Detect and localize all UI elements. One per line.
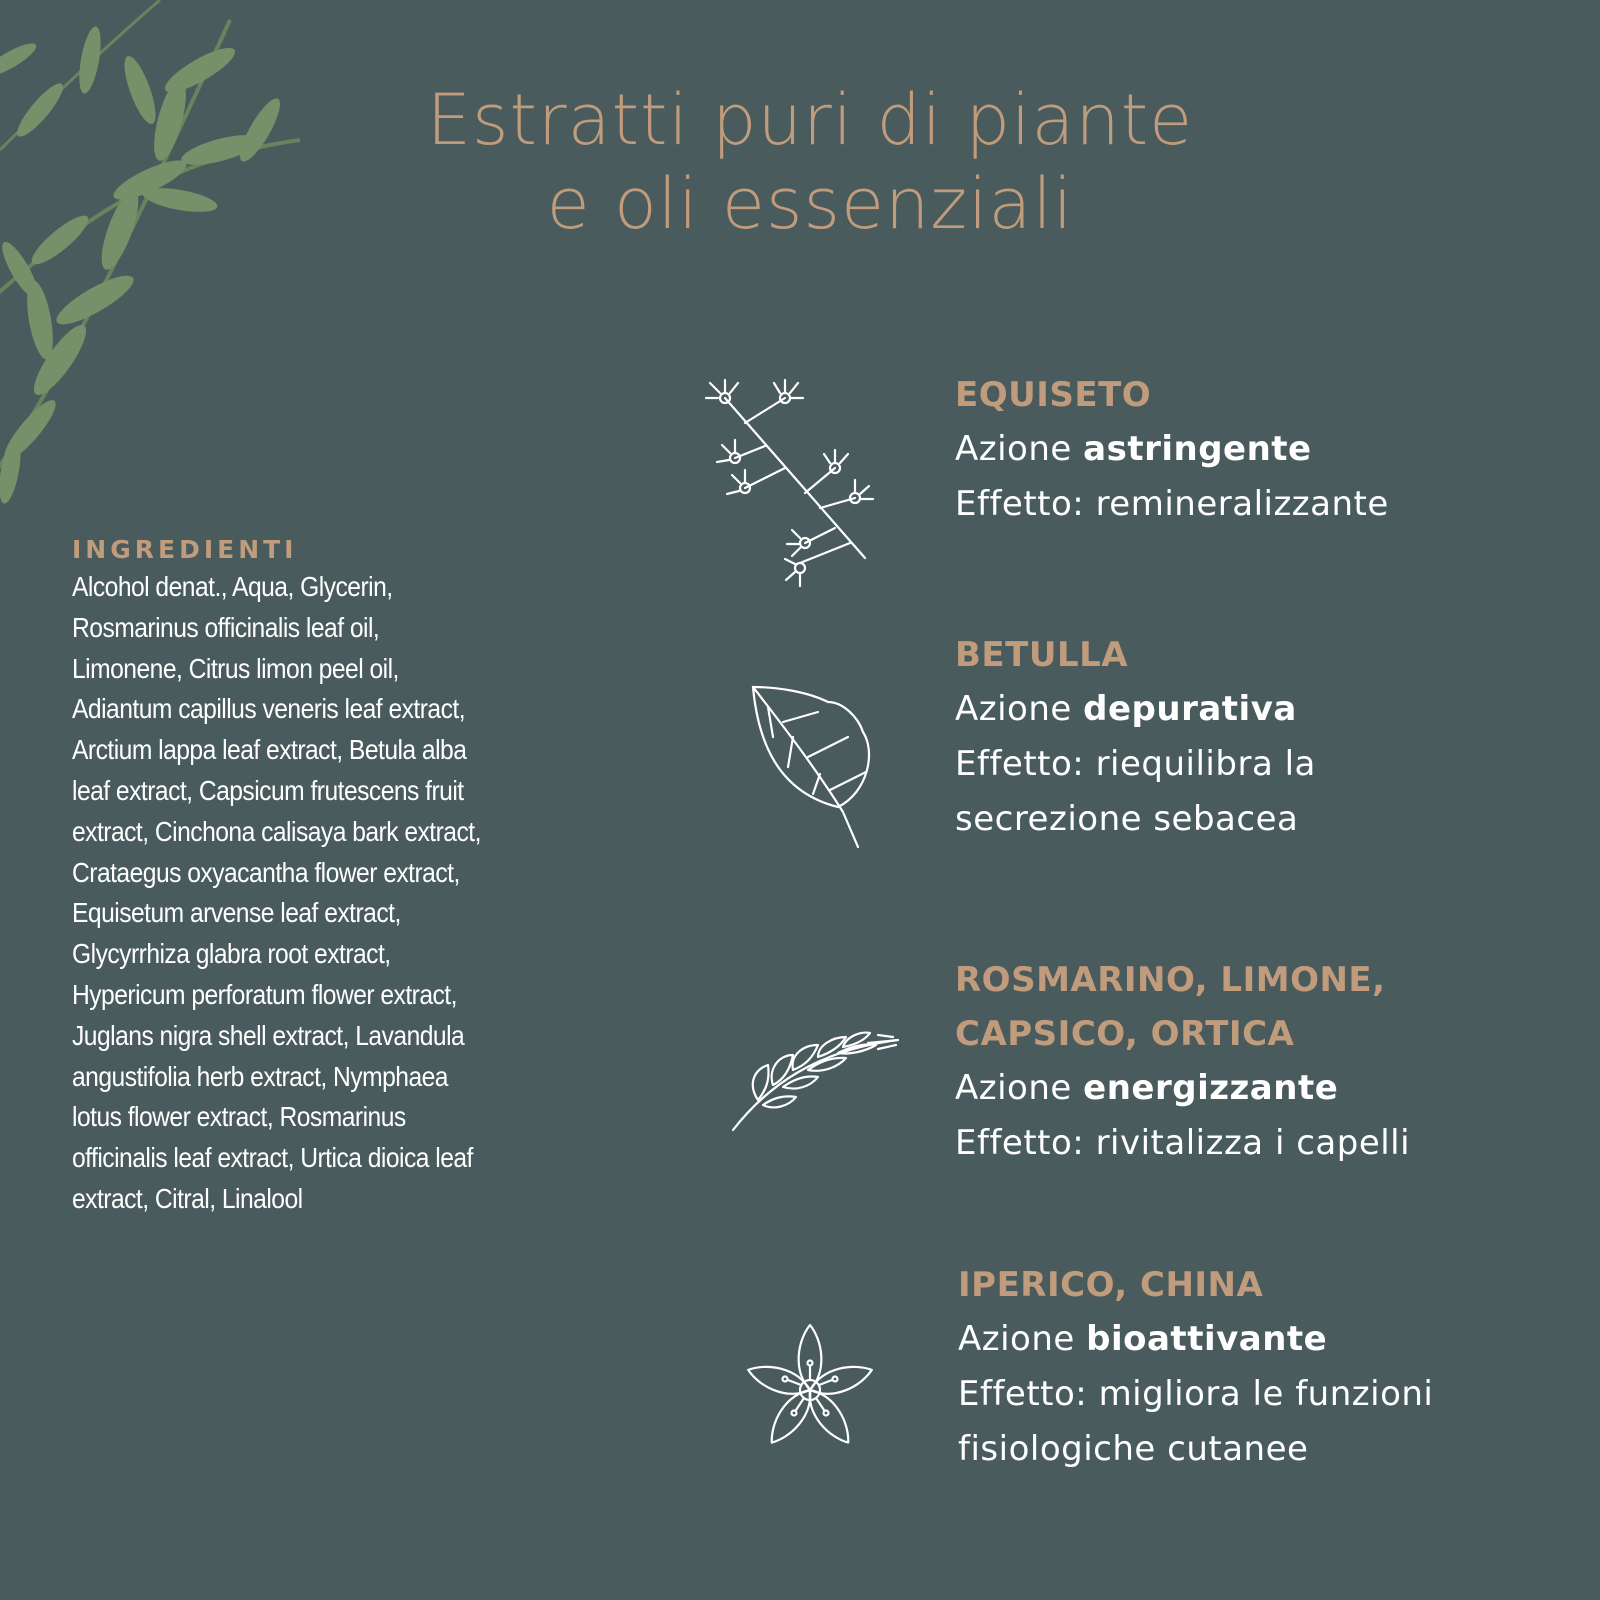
plant-equiseto bbox=[955, 368, 1389, 532]
rosemary-sprig-icon bbox=[728, 1025, 903, 1135]
ingredients-line: officinalis leaf extract, Urtica dioica leaf bbox=[72, 1142, 473, 1174]
plant-effect: fisiologiche cutanee bbox=[958, 1429, 1309, 1469]
action-value: energizzante bbox=[1083, 1068, 1339, 1108]
plant-effect: Effetto: migliora le funzioni bbox=[958, 1374, 1434, 1414]
ingredients-line: angustifolia herb extract, Nymphaea bbox=[72, 1060, 448, 1092]
plant-effect: Effetto: remineralizzante bbox=[955, 484, 1389, 524]
ingredients-line: Alcohol denat., Aqua, Glycerin, bbox=[72, 571, 393, 602]
plant-name: EQUISETO bbox=[955, 375, 1152, 415]
ingredients-line: Glycyrrhiza glabra root extract, bbox=[72, 938, 391, 970]
ingredients-section bbox=[72, 535, 632, 1220]
birch-leaf-icon bbox=[748, 682, 883, 852]
ingredients-line: Rosmarinus officinalis leaf oil, bbox=[72, 611, 380, 643]
page-title bbox=[330, 78, 1290, 246]
ingredients-line: Equisetum arvense leaf extract, bbox=[72, 897, 401, 929]
ingredients-line: Juglans nigra shell extract, Lavandula bbox=[72, 1019, 465, 1051]
foliage-decoration bbox=[0, 0, 320, 540]
ingredients-heading: INGREDIENTI bbox=[72, 535, 298, 564]
ingredients-line: Arctium lappa leaf extract, Betula alba bbox=[72, 734, 467, 766]
plant-action bbox=[955, 1061, 1410, 1116]
action-prefix: Azione bbox=[955, 429, 1084, 469]
ingredients-line: leaf extract, Capsicum frutescens fruit bbox=[72, 774, 464, 806]
ingredients-line: lotus flower extract, Rosmarinus bbox=[72, 1101, 406, 1133]
ingredients-line: Hypericum perforatum flower extract, bbox=[72, 978, 457, 1010]
plant-action bbox=[955, 422, 1389, 477]
flower-icon bbox=[735, 1318, 885, 1458]
ingredients-list bbox=[72, 567, 635, 1220]
plant-name: CAPSICO, ORTICA bbox=[955, 1014, 1295, 1054]
title-line-1: Estratti puri di piante bbox=[426, 79, 1194, 161]
plant-effect: Effetto: rivitalizza i capelli bbox=[955, 1123, 1411, 1163]
plant-rosmarino bbox=[955, 953, 1410, 1171]
plant-name: IPERICO, CHINA bbox=[958, 1265, 1264, 1305]
plant-action bbox=[955, 682, 1316, 737]
action-prefix: Azione bbox=[955, 1068, 1084, 1108]
action-prefix: Azione bbox=[955, 689, 1084, 729]
title-line-2: e oli essenziali bbox=[546, 163, 1074, 245]
ingredients-line: extract, Citral, Linalool bbox=[72, 1182, 303, 1214]
action-prefix: Azione bbox=[958, 1319, 1087, 1359]
ingredients-line: Crataegus oxyacantha flower extract, bbox=[72, 856, 460, 888]
action-value: bioattivante bbox=[1086, 1319, 1328, 1359]
plant-name: BETULLA bbox=[955, 635, 1129, 675]
ingredients-line: Adiantum capillus veneris leaf extract, bbox=[72, 693, 466, 725]
ingredients-line: extract, Cinchona calisaya bark extract, bbox=[72, 815, 481, 847]
action-value: astringente bbox=[1083, 429, 1312, 469]
plant-action bbox=[958, 1312, 1433, 1367]
plant-effect: secrezione sebacea bbox=[955, 799, 1299, 839]
action-value: depurativa bbox=[1083, 689, 1297, 729]
plant-iperico bbox=[958, 1258, 1433, 1477]
plant-effect: Effetto: riequilibra la bbox=[955, 744, 1316, 784]
plant-name: ROSMARINO, LIMONE, bbox=[955, 960, 1386, 1000]
ingredients-line: Limonene, Citrus limon peel oil, bbox=[72, 652, 399, 684]
plant-betulla bbox=[955, 628, 1316, 847]
equisetum-icon bbox=[705, 378, 885, 593]
